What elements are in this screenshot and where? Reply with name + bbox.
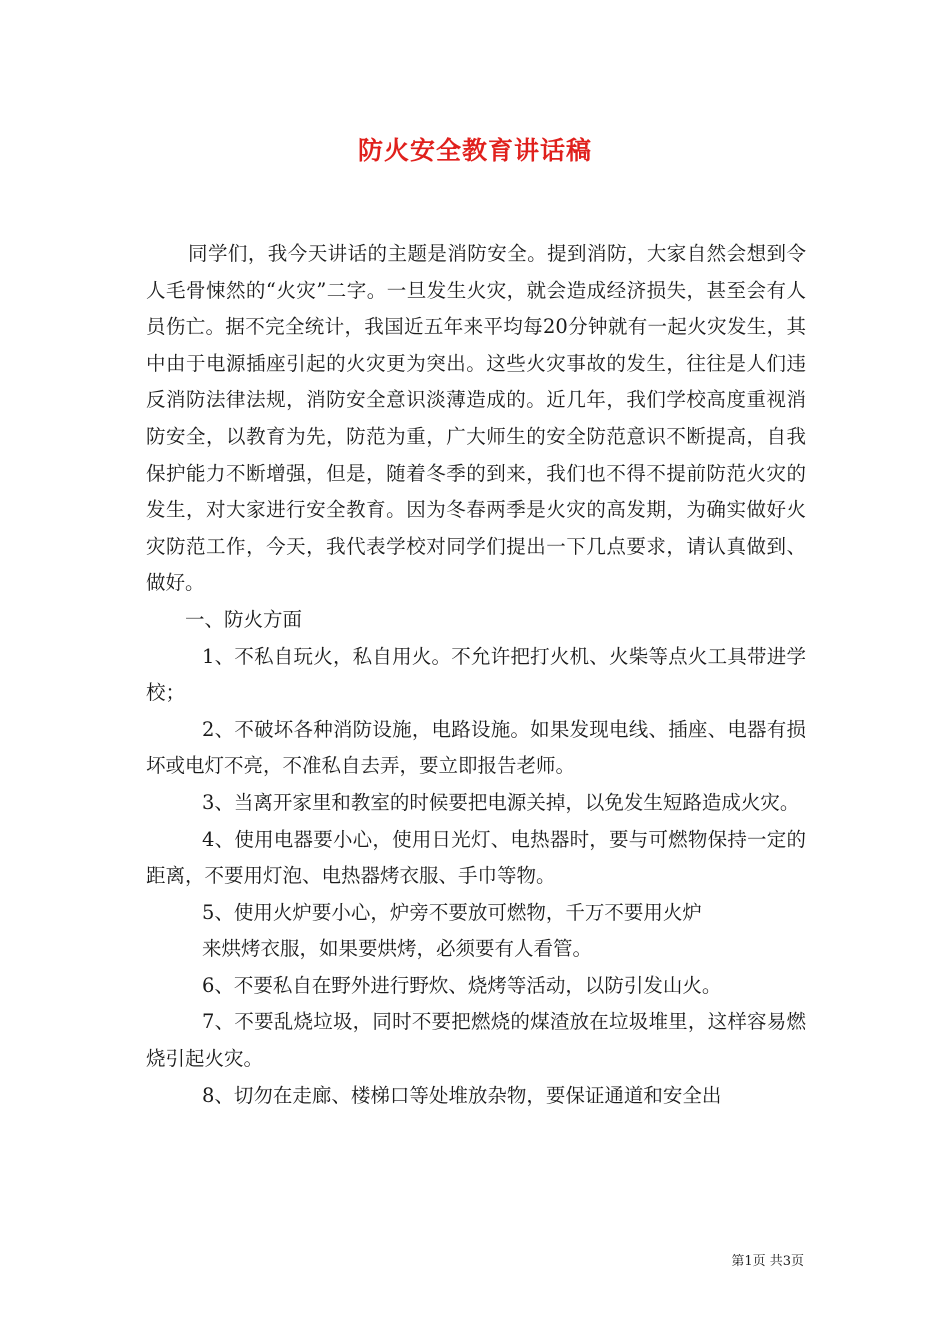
document-title: 防火安全教育讲话稿 — [357, 136, 592, 165]
section-heading: 一、防火方面 — [185, 607, 303, 631]
intro-paragraph: 同学们，我今天讲话的主题是消防安全。提到消防，大家自然会想到令人毛骨悚然的“火灾”二字。一旦发生火灾，就会造成经济损失，甚至会有人员伤亡。据不完全统计，我国近五年来平均每20分钟就有一起火灾发生，其中由于电源插座引起的火灾更为突出。这些火灾事故的发生，往往是人们违反消防法律法规，消防安全意识淡薄造成的。近几年，我们学校高度重视消防安全，以教育为先，防范为重，广大师生的安全防范意识不断提高，自我保护能力不断增强，但是，随着冬季的到来，我们也不得不提前防范火灾的发生，对大家进行安全教育。因为冬春两季是火灾的高发期，为确实做好火灾防范工作，今天，我代表学校对同学们提出一下几点要求，请认真做到、做好。 — [146, 242, 806, 595]
list-item: 5、使用火炉要小心，炉旁不要放可燃物，千万不要用火炉 — [202, 900, 702, 924]
list-item: 6、不要私自在野外进行野炊、烧烤等活动，以防引发山火。 — [202, 973, 722, 997]
page-number-footer: 第1页 共3页 — [731, 1254, 804, 1269]
list-item: 2、不破坏各种消防设施，电路设施。如果发现电线、插座、电器有损坏或电灯不亮，不准私自去弄，要立即报告老师。 — [146, 717, 806, 778]
document-body — [146, 236, 806, 1114]
list-item: 3、当离开家里和教室的时候要把电源关掉，以免发生短路造成火灾。 — [202, 790, 800, 814]
list-item: 4、使用电器要小心，使用日光灯、电热器时，要与可燃物保持一定的距离，不要用灯泡、电热器烤衣服、手巾等物。 — [146, 827, 806, 888]
list-item-continuation: 来烘烤衣服，如果要烘烤，必须要有人看管。 — [202, 937, 593, 961]
list-item: 7、不要乱烧垃圾，同时不要把燃烧的煤渣放在垃圾堆里，这样容易燃烧引起火灾。 — [146, 1010, 806, 1071]
list-item: 8、切勿在走廊、楼梯口等处堆放杂物，要保证通道和安全出 — [202, 1083, 722, 1107]
list-item: 1、不私自玩火，私自用火。不允许把打火机、火柴等点火工具带进学校； — [146, 644, 806, 705]
